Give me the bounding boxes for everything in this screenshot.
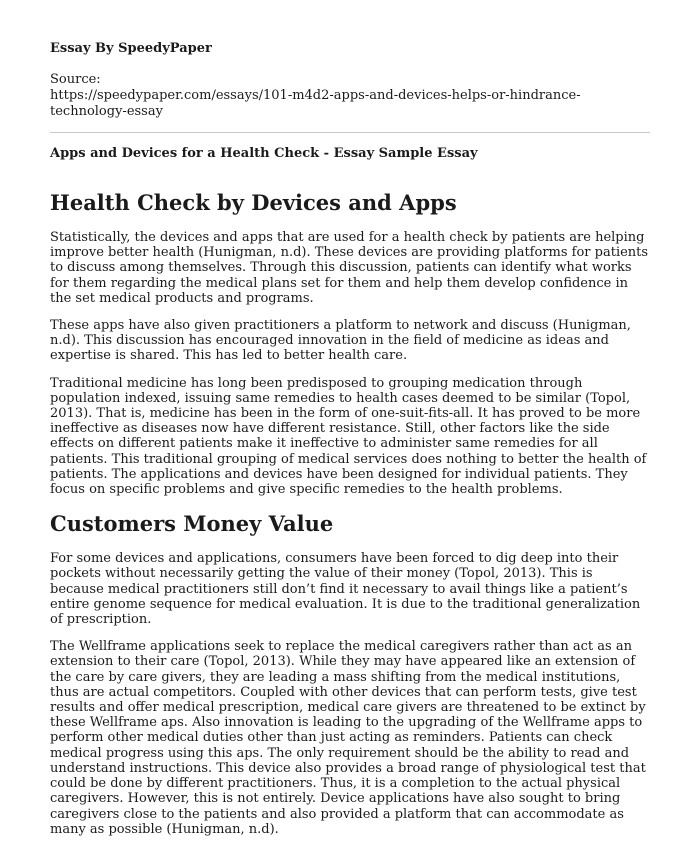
source-label: Source: xyxy=(50,72,101,87)
paragraph: Traditional medicine has long been predisposed to grouping medication through population indexed, issuing same remedies to health cases deemed to be similar (Topol, 2013). That is, medicine has been in the form of one-suit-fits-all. It has proved to be more ineffective as diseases now have different resistance. Still, other factors like the side effects on different patients make it ineffective to administer same remedies for all patients. This traditional grouping of medical services does nothing to better the health of patients. The applications and devices have been designed for individual patients. They focus on specific problems and give specific remedies to the health problems. xyxy=(50,375,647,498)
essay-byline: Essay By SpeedyPaper xyxy=(50,41,212,56)
section-heading: Customers Money Value xyxy=(50,511,334,537)
paragraph: For some devices and applications, consumers have been forced to dig deep into their pockets without necessarily getting the value of their money (Topol, 2013). This is because medical practitioners still don’t find it necessary to avail things like a patient’s entire genome sequence for medical evaluation. It is due to the traditional generalization of prescription. xyxy=(50,551,641,628)
section-customers-money-value xyxy=(50,511,650,837)
paragraph: These apps have also given practitioners a platform to network and discuss (Hunigman, n.d). This discussion has encouraged innovation in the field of medicine as ideas and expertise is shared. This has led to better health care. xyxy=(50,318,631,364)
section-health-check xyxy=(50,190,650,497)
source-block xyxy=(50,72,650,120)
section-heading: Health Check by Devices and Apps xyxy=(50,190,457,215)
paragraph: The Wellframe applications seek to replace the medical caregivers rather than act as an extension to their care (Topol, 2013). While they may have appeared like an extension of the care by care givers, they are leading a mass shifting from the medical institutions, thus are actual competitors. Coupled with other devices that can perform tests, give test results and offer medical prescription, medical care givers are threatened to be extinct by these Wellframe aps. Also innovation is leading to the upgrading of the Wellframe apps to perform other medical duties other than just acting as reminders. Patients can check medical progress using this aps. The only requirement should be the ability to read and understand instructions. This device also provides a broad range of physiological test that could be done by different practitioners. Thus, it is a completion to the actual physical caregivers. However, this is not entirely. Device applications have also sought to bring caregivers close to the patients and also provided a platform that can accommodate as many as possible (Hunigman, n.d). xyxy=(50,639,646,837)
divider xyxy=(50,132,650,133)
paragraph: Statistically, the devices and apps that are used for a health check by patients are helping improve better health (Hunigman, n.d). These devices are providing platforms for patients to discuss among themselves. Through this discussion, patients can identify what works for them regarding the medical plans set for them and help them develop confidence in the set medical products and programs. xyxy=(50,230,649,306)
source-url[interactable]: https://speedypaper.com/essays/101-m4d2-apps-and-devices-helps-or-hindrance-technology-essay xyxy=(50,88,581,119)
essay-subtitle: Apps and Devices for a Health Check - Essay Sample Essay xyxy=(50,146,478,161)
